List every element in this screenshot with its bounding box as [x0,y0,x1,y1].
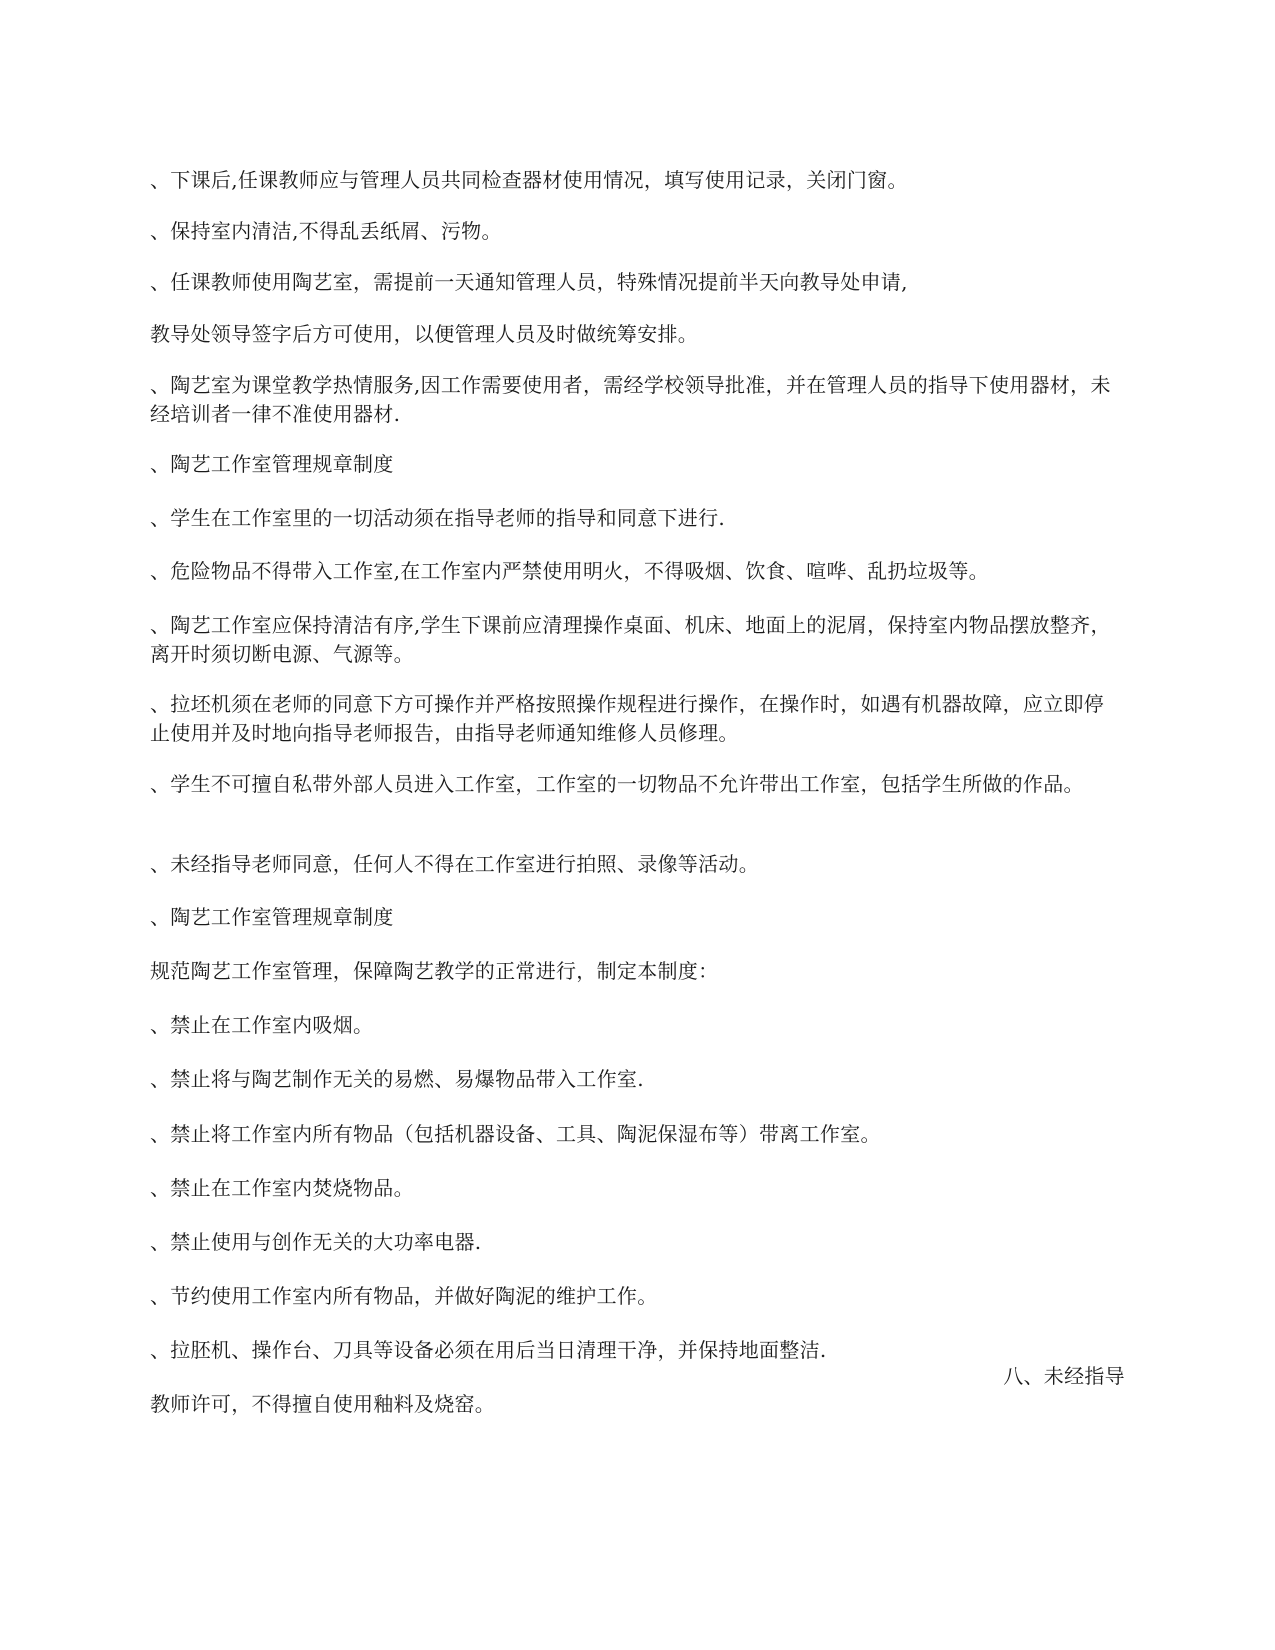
paragraph-line: 、未经指导老师同意，任何人不得在工作室进行拍照、录像等活动。 [150,852,759,876]
section-heading: 、陶艺工作室管理规章制度 [150,452,394,476]
paragraph-line: 规范陶艺工作室管理，保障陶艺教学的正常进行，制定本制度： [150,959,719,983]
paragraph-line: 、保持室内清洁,不得乱丢纸屑、污物。 [150,219,502,243]
paragraph-line: 、拉胚机、操作台、刀具等设备必须在用后当日清理干净，并保持地面整洁. [150,1338,827,1362]
paragraph-line: 、禁止将工作室内所有物品（包括机器设备、工具、陶泥保湿布等）带离工作室。 [150,1122,881,1146]
paragraph-line: 、禁止使用与创作无关的大功率电器. [150,1230,482,1254]
paragraph: 、陶艺室为课堂教学热情服务,因工作需要使用者，需经学校领导批准，并在管理人员的指导下使用器材，未经培训者一律不准使用器材. [150,373,1111,426]
paragraph: 、陶艺工作室应保持清洁有序,学生下课前应清理操作桌面、机床、地面上的泥屑，保持室内物品摆放整齐，离开时须切断电源、气源等。 [150,613,1111,666]
paragraph-line: 、任课教师使用陶艺室，需提前一天通知管理人员，特殊情况提前半天向教导处申请, [150,270,908,294]
section-heading: 、陶艺工作室管理规章制度 [150,905,394,929]
paragraph-line: 、禁止将与陶艺制作无关的易燃、易爆物品带入工作室. [150,1067,644,1091]
paragraph-line: 、禁止在工作室内焚烧物品。 [150,1176,414,1200]
paragraph-line: 教导处领导签字后方可使用，以便管理人员及时做统筹安排。 [150,322,699,346]
paragraph: 、学生不可擅自私带外部人员进入工作室，工作室的一切物品不允许带出工作室，包括学生所做的作品。 [150,772,1084,796]
paragraph-line: 、节约使用工作室内所有物品，并做好陶泥的维护工作。 [150,1284,658,1308]
paragraph-line: 、危险物品不得带入工作室,在工作室内严禁使用明火，不得吸烟、饮食、喧哗、乱扔垃圾等。 [150,559,989,583]
paragraph-line: 、学生在工作室里的一切活动须在指导老师的指导和同意下进行. [150,506,726,530]
right-aligned-fragment: 八、未经指导 [1003,1364,1125,1388]
paragraph: 、拉坯机须在老师的同意下方可操作并严格按照操作规程进行操作，在操作时，如遇有机器故障，应立即停止使用并及时地向指导老师报告，由指导老师通知维修人员修理。 [150,692,1105,745]
paragraph-line: 、禁止在工作室内吸烟。 [150,1013,374,1037]
paragraph-line: 、下课后,任课教师应与管理人员共同检查器材使用情况，填写使用记录，关闭门窗。 [150,168,908,192]
paragraph-line: 教师许可，不得擅自使用釉料及烧窑。 [150,1392,496,1416]
